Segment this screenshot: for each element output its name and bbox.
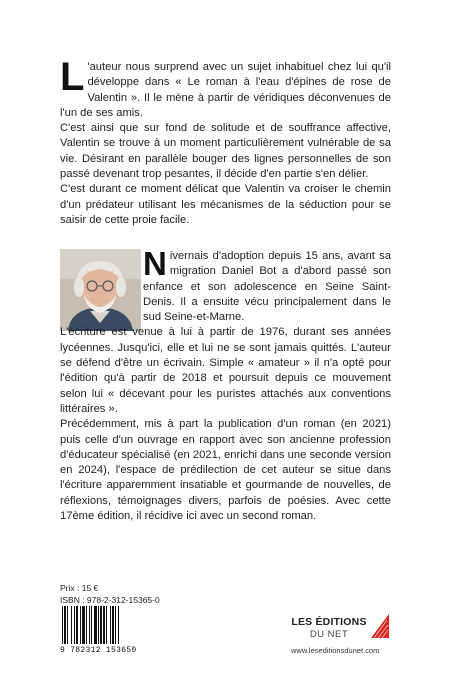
publisher-mark-icon [369, 612, 391, 640]
price: Prix : 15 € [60, 583, 99, 593]
barcode-digits: 9 782312 153650 [60, 646, 137, 655]
bio-paragraph-1 [143, 245, 391, 325]
synopsis-paragraph-2: C'est ainsi que sur fond de solitude et de souffrance affective, Valentin se trouve à un moment particulièrement vulnérable de sa vie. Désirant en parallèle bouger des lignes personnelles de son passé devenant trop pesantes, il décide d'en partie s'en délier. [60, 122, 391, 181]
publisher-website: www.leseditionsdunet.com [291, 646, 380, 655]
price-isbn [60, 582, 160, 606]
author-bio [60, 245, 391, 524]
bio-paragraph-2: L'écriture est venue à lui à partir de 1976, durant ses années lycéennes. Jusqu'ici, elle et lui ne se sont jamais quittés. L'auteur se défend d'être un écrivain. Simple « amateur » il n'a opté pour l'édition qu'à partir de 2018 et poursuit depuis ce mouvement selon lui « décevant pour les puristes attachés aux conventions littéraires ». [60, 326, 391, 415]
dropcap-n: N [143, 245, 167, 282]
publisher-logo [290, 612, 390, 644]
synopsis [60, 55, 391, 228]
dropcap-l: L [60, 55, 85, 99]
synopsis-text-1: 'auteur nous surprend avec un sujet inhabituel chez lui qu'il développe dans « Le roman à l'eau d'épines de rose de Valentin ». Il le mène à partir de véridiques déconvenues de l'un de ses amis. [60, 61, 391, 119]
synopsis-paragraph-1 [60, 55, 391, 121]
isbn: ISBN : 978-2-312-15365-0 [60, 595, 160, 605]
synopsis-paragraph-3: C'est durant ce moment délicat que Valentin va croiser le chemin d'un prédateur utilisant les mécanismes de la séduction pour se saisir de cette proie facile. [60, 183, 391, 226]
publisher-name-line1: LES ÉDITIONS [291, 616, 367, 628]
publisher-name-line2: DU NET [309, 629, 349, 640]
bio-paragraph-3: Précédemment, mis à part la publication d'un roman (en 2021) puis celle d'un ouvrage en rapport avec son ancienne profession d'éducateur spécialisé (en 2021, enrichi dans une seconde version en 2024), l'espace de prédilection de cet auteur se situe dans l'écriture apparemment insatiable et gourmande de nouvelles, de réflexions, témoignages divers, parfois de poésies. Avec cette 17ème édition, il récidive ici avec un second roman. [60, 418, 391, 523]
barcode [60, 606, 145, 651]
bio-text-1: ivernais d'adoption depuis 15 ans, avant sa migration Daniel Bot a d'abord passé son enfance et son adolescence en Seine Saint-Denis. Il a ensuite vécu principalement dans le sud Seine-et-Marne. [143, 250, 391, 324]
